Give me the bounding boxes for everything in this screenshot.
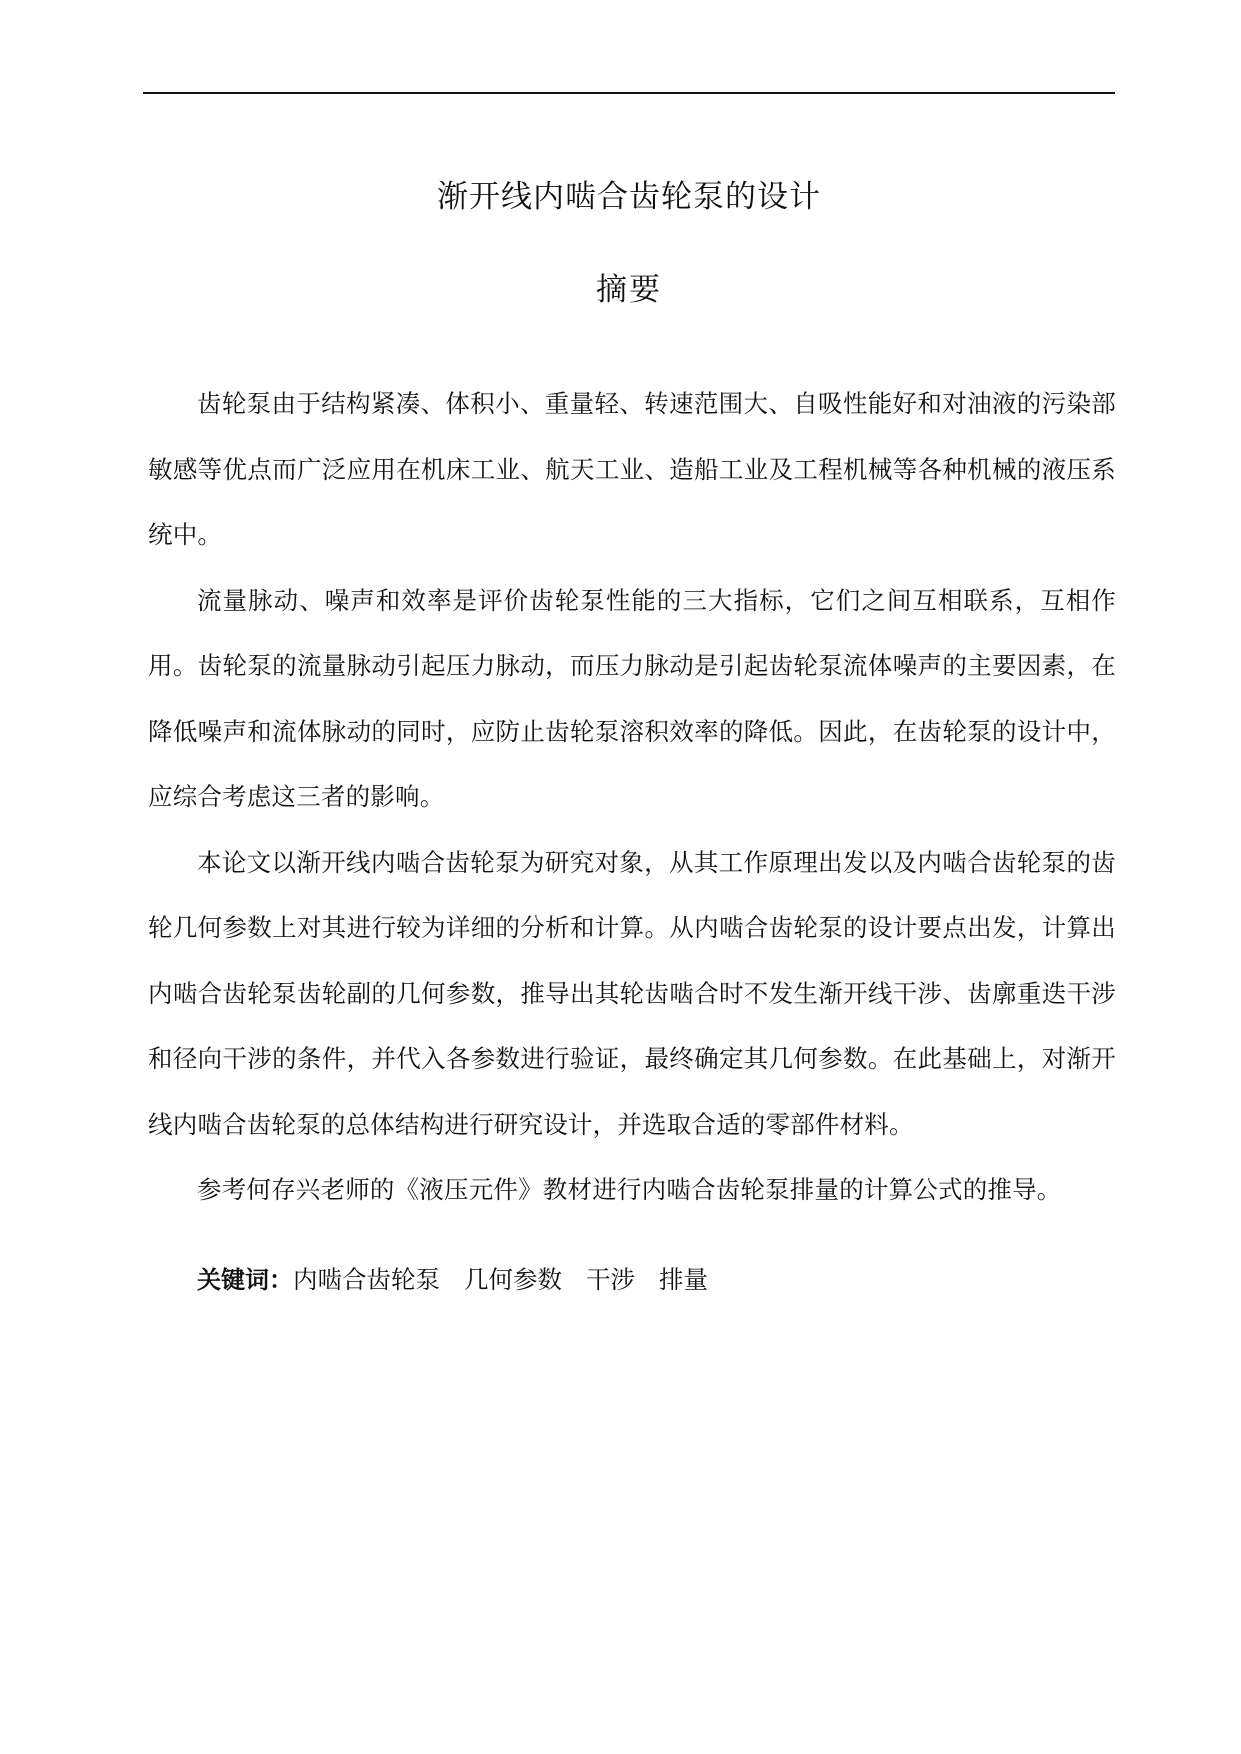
abstract-paragraph: 齿轮泵由于结构紧凑、体积小、重量轻、转速范围大、自吸性能好和对油液的污染部敏感等优点而广泛应用在机床工业、航天工业、造船工业及工程机械等各种机械的液压系统中。 [148, 389, 1116, 549]
keyword: 干涉 [586, 1265, 635, 1294]
keywords-label: 关键词： [197, 1266, 293, 1294]
keywords-line [197, 1260, 1097, 1300]
keyword: 内啮合齿轮泵 [293, 1265, 440, 1294]
abstract-heading: 摘要 [596, 272, 662, 308]
keyword: 排量 [659, 1265, 708, 1294]
keyword: 几何参数 [464, 1265, 562, 1294]
abstract-paragraph: 本论文以渐开线内啮合齿轮泵为研究对象，从其工作原理出发以及内啮合齿轮泵的齿轮几何参数上对其进行较为详细的分析和计算。从内啮合齿轮泵的设计要点出发，计算出内啮合齿轮泵齿轮副的几何参数，推导出其轮齿啮合时不发生渐开线干涉、齿廓重迭干涉和径向干涉的条件，并代入各参数进行验证，最终确定其几何参数。在此基础上，对渐开线内啮合齿轮泵的总体结构进行研究设计，并选取合适的零部件材料。 [148, 847, 1116, 1139]
abstract-body [148, 371, 1116, 1223]
abstract-paragraph: 流量脉动、噪声和效率是评价齿轮泵性能的三大指标，它们之间互相联系，互相作用。齿轮泵的流量脉动引起压力脉动，而压力脉动是引起齿轮泵流体噪声的主要因素，在降低噪声和流体脉动的同时，应防止齿轮泵溶积效率的降低。因此，在齿轮泵的设计中，应综合考虑这三者的影响。 [148, 585, 1116, 811]
document-title: 渐开线内啮合齿轮泵的设计 [437, 179, 821, 215]
abstract-paragraph: 参考何存兴老师的《液压元件》教材进行内啮合齿轮泵排量的计算公式的推导。 [197, 1175, 1062, 1204]
header-rule [143, 92, 1115, 94]
